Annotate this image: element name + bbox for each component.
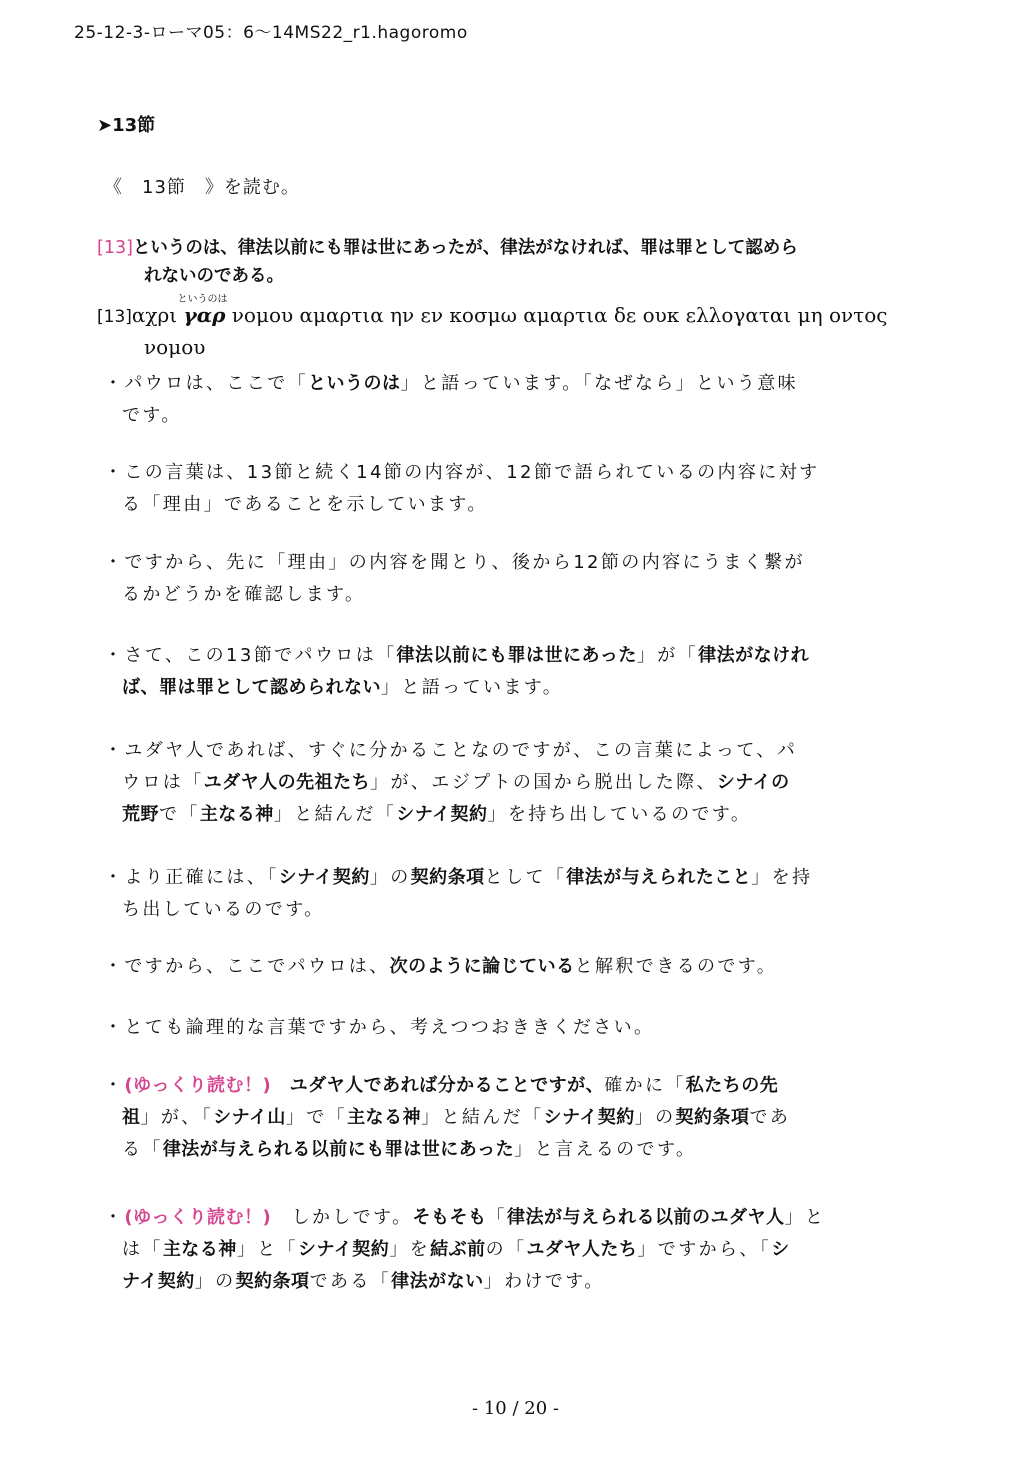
paragraph-5: ・ユダヤ人であれば、すぐに分かることなのですが、この言葉によって、パ ウロは「ユダヤ人の先祖たち」が、エジプトの国から脱出した際、シナイの 荒野で「主なる神」と結んだ「シナイ契約」を持ち出しているのです。 <box>104 740 798 825</box>
slow-read-label: (ゆっくり読む！) <box>124 1075 272 1096</box>
paragraph-4: ・さて、この13節でパウロは「律法以前にも罪は世にあった」が「律法がなけれ ば、罪は罪として認められない」と語っています。 <box>104 645 810 698</box>
paragraph-8: ・とても論理的な言葉ですから、考えつつおききください。 <box>104 1017 655 1038</box>
verse-text-line1: というのは、律法以前にも罪は世にあったが、律法がなければ、罪は罪として認めら <box>132 238 798 258</box>
greek-ruby-word: というのは γαρ <box>184 303 226 327</box>
paragraph-9: ・(ゆっくり読む！) ユダヤ人であれば分かることですが、確かに「私たちの先 祖」が、「シナイ山」で「主なる神」と結んだ「シナイ契約」の契約条項であ る「律法が与えられる以前にも罪は世にあった」と言えるのです。 <box>104 1075 791 1160</box>
greek-post: νομου αμαρτια ην εν κοσμω αμαρτια δε ουκ ελλογαται μη οντος <box>225 303 888 327</box>
verse-japanese <box>97 234 927 290</box>
paragraph-10: ・(ゆっくり読む！) しかしです。そもそも「律法が与えられる以前のユダヤ人」と は「主なる神」と「シナイ契約」を結ぶ前の「ユダヤ人たち」ですから、「シ ナイ契約」の契約条項である「律法がない」わけです。 <box>104 1207 826 1292</box>
paragraph-3: ・ですから、先に「理由」の内容を聞とり、後から12節の内容にうまく繋が るかどうかを確認します。 <box>104 552 805 605</box>
paragraph-6: ・より正確には、「シナイ契約」の契約条項として「律法が与えられたこと」を持 ち出しているのです。 <box>104 867 813 920</box>
verse-greek <box>97 294 957 362</box>
page-number: - 10 / 20 - <box>472 1398 559 1419</box>
document-header: 25-12-3-ローマ05：6〜14MS22_r1.hagoromo <box>74 23 468 43</box>
paragraph-1: ・パウロは、ここで「というのは」と語っています。「なぜなら」という意味 です。 <box>104 373 799 426</box>
verse-text-line2: れないのである。 <box>144 266 284 286</box>
ruby-annotation: というのは <box>177 294 228 305</box>
slow-read-label: (ゆっくり読む！) <box>124 1207 272 1228</box>
paragraph-2: ・この言葉は、13節と続く14節の内容が、12節で語られているの内容に対す る「理由」であることを示しています。 <box>104 462 820 515</box>
greek-line2: νομου <box>144 335 206 359</box>
paragraph-7: ・ですから、ここでパウロは、次のように論じていると解釈できるのです。 <box>104 956 778 977</box>
section-title: ➤13節 <box>97 115 156 136</box>
greek-pre: αχρι <box>131 303 184 327</box>
verse-number: [13] <box>97 307 132 327</box>
verse-number: [13] <box>97 238 133 258</box>
read-instruction: 《 13節 》を読む。 <box>104 177 300 198</box>
